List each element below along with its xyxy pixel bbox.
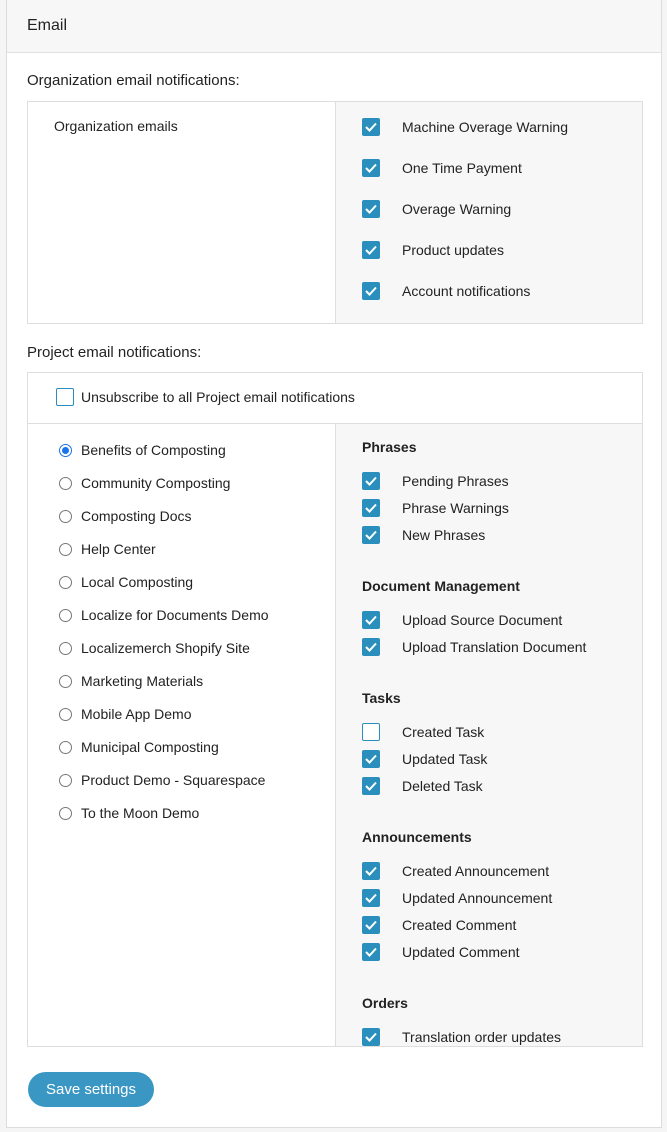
project-upload-source-document-checkbox[interactable]: [362, 611, 380, 629]
project-updated-comment-checkbox[interactable]: [362, 943, 380, 961]
project-upload-translation-document-checkbox[interactable]: [362, 638, 380, 656]
project-radio-municipal-composting[interactable]: [59, 741, 72, 754]
project-radio-local-composting[interactable]: [59, 576, 72, 589]
project-label-community-composting: Community Composting: [81, 475, 231, 491]
project-label-localize-for-documents-demo: Localize for Documents Demo: [81, 607, 269, 623]
org-product-updates-label: Product updates: [402, 242, 504, 258]
org-overage-warning-checkbox[interactable]: [362, 200, 380, 218]
org-machine-overage-warning-checkbox[interactable]: [362, 118, 380, 136]
checkmark-icon: [365, 866, 377, 876]
project-label-product-demo-squarespace: Product Demo - Squarespace: [81, 772, 266, 788]
project-updated-task-label: Updated Task: [402, 751, 488, 767]
org-section-title: Organization email notifications:: [27, 72, 240, 89]
card-title: Email: [27, 17, 68, 34]
project-label-composting-docs: Composting Docs: [81, 508, 192, 524]
project-pending-phrases-checkbox[interactable]: [362, 472, 380, 490]
project-phrase-warnings-checkbox[interactable]: [362, 499, 380, 517]
project-deleted-task-checkbox[interactable]: [362, 777, 380, 795]
checkmark-icon: [365, 920, 377, 930]
save-settings-button[interactable]: Save settings: [28, 1072, 154, 1107]
project-pending-phrases-label: Pending Phrases: [402, 473, 509, 489]
project-translation-order-updates-label: Translation order updates: [402, 1029, 562, 1045]
project-created-announcement-checkbox[interactable]: [362, 862, 380, 880]
project-updated-announcement-label: Updated Announcement: [402, 890, 553, 906]
project-label-local-composting: Local Composting: [81, 574, 194, 590]
group-title-orders: Orders: [362, 995, 408, 1011]
project-created-comment-label: Created Comment: [402, 917, 517, 933]
checkmark-icon: [365, 286, 377, 296]
checkmark-icon: [365, 245, 377, 255]
project-notifications-box: [27, 372, 643, 1047]
unsubscribe-checkbox[interactable]: [56, 388, 74, 406]
project-created-announcement-label: Created Announcement: [402, 863, 550, 879]
checkmark-icon: [365, 163, 377, 173]
project-updated-task-checkbox[interactable]: [362, 750, 380, 768]
group-title-phrases: Phrases: [362, 439, 417, 455]
project-radio-community-composting[interactable]: [59, 477, 72, 490]
unsubscribe-row: [28, 373, 642, 424]
project-updated-announcement-checkbox[interactable]: [362, 889, 380, 907]
project-label-help-center: Help Center: [81, 541, 156, 557]
project-updated-comment-label: Updated Comment: [402, 944, 520, 960]
org-machine-overage-warning-label: Machine Overage Warning: [402, 119, 569, 135]
project-new-phrases-checkbox[interactable]: [362, 526, 380, 544]
project-phrase-warnings-label: Phrase Warnings: [402, 500, 509, 516]
org-options-panel: [335, 102, 642, 323]
checkmark-icon: [365, 476, 377, 486]
checkmark-icon: [365, 893, 377, 903]
project-label-municipal-composting: Municipal Composting: [81, 739, 219, 755]
org-account-notifications-label: Account notifications: [402, 283, 531, 299]
project-radio-localize-for-documents-demo[interactable]: [59, 609, 72, 622]
checkmark-icon: [365, 503, 377, 513]
project-radio-localizemerch-shopify-site[interactable]: [59, 642, 72, 655]
card-header: [7, 0, 661, 53]
project-created-comment-checkbox[interactable]: [362, 916, 380, 934]
org-emails-label: Organization emails: [54, 118, 178, 134]
org-notifications-box: [27, 101, 643, 324]
project-upload-translation-document-label: Upload Translation Document: [402, 639, 587, 655]
email-settings-card: [6, 0, 662, 1128]
project-label-mobile-app-demo: Mobile App Demo: [81, 706, 192, 722]
project-label-benefits-of-composting: Benefits of Composting: [81, 442, 226, 458]
group-title-tasks: Tasks: [362, 690, 401, 706]
project-radio-composting-docs[interactable]: [59, 510, 72, 523]
checkmark-icon: [365, 615, 377, 625]
project-section-title: Project email notifications:: [27, 344, 202, 361]
project-radio-mobile-app-demo[interactable]: [59, 708, 72, 721]
project-radio-to-the-moon-demo[interactable]: [59, 807, 72, 820]
project-deleted-task-label: Deleted Task: [402, 778, 483, 794]
project-radio-marketing-materials[interactable]: [59, 675, 72, 688]
checkmark-icon: [365, 947, 377, 957]
project-list: [28, 424, 335, 1046]
project-radio-product-demo-squarespace[interactable]: [59, 774, 72, 787]
checkmark-icon: [365, 122, 377, 132]
project-new-phrases-label: New Phrases: [402, 527, 486, 543]
project-created-task-label: Created Task: [402, 724, 485, 740]
project-label-localizemerch-shopify-site: Localizemerch Shopify Site: [81, 640, 250, 656]
project-options-panel: [335, 424, 642, 1046]
org-overage-warning-label: Overage Warning: [402, 201, 512, 217]
checkmark-icon: [365, 204, 377, 214]
checkmark-icon: [365, 1032, 377, 1042]
project-radio-benefits-of-composting[interactable]: [59, 444, 72, 457]
project-label-marketing-materials: Marketing Materials: [81, 673, 204, 689]
project-upload-source-document-label: Upload Source Document: [402, 612, 563, 628]
project-translation-order-updates-checkbox[interactable]: [362, 1028, 380, 1046]
checkmark-icon: [365, 754, 377, 764]
unsubscribe-label: Unsubscribe to all Project email notifications: [81, 389, 355, 405]
checkmark-icon: [365, 781, 377, 791]
org-one-time-payment-label: One Time Payment: [402, 160, 522, 176]
org-one-time-payment-checkbox[interactable]: [362, 159, 380, 177]
checkmark-icon: [365, 530, 377, 540]
project-label-to-the-moon-demo: To the Moon Demo: [81, 805, 200, 821]
checkmark-icon: [365, 642, 377, 652]
group-title-document-management: Document Management: [362, 578, 520, 594]
project-created-task-checkbox[interactable]: [362, 723, 380, 741]
org-account-notifications-checkbox[interactable]: [362, 282, 380, 300]
org-product-updates-checkbox[interactable]: [362, 241, 380, 259]
group-title-announcements: Announcements: [362, 829, 472, 845]
project-radio-help-center[interactable]: [59, 543, 72, 556]
